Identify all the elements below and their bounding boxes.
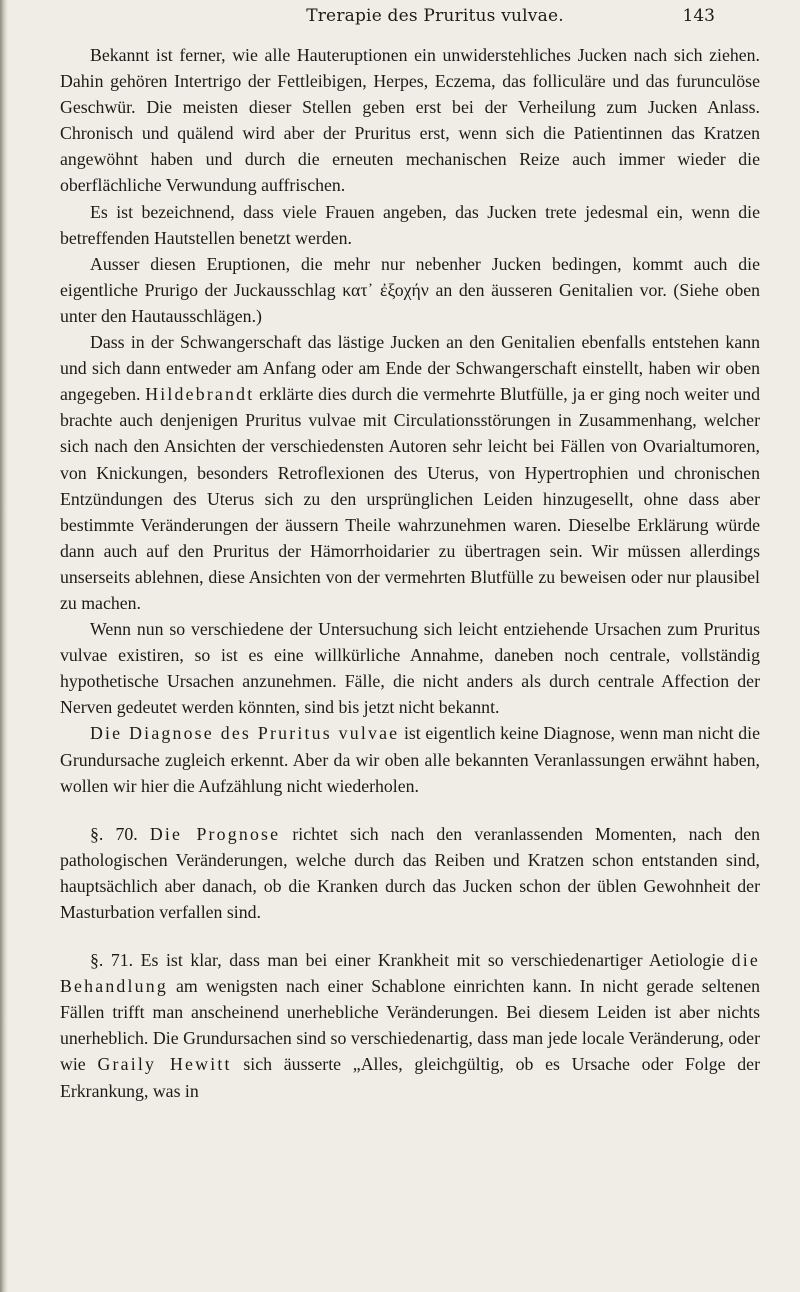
paragraph-hauteruptionen: Bekannt ist ferner, wie alle Hauteruptionen ein unwiderstehliches Jucken nach sich ziehen. Dahin gehören Intertrigo der Fettleibigen, Herpes, Eczema, das folliculäre und das furunculöse Geschwür. Die meisten dieser Stellen geben erst bei der Verheilung zum Jucken Anlass. Chronisch und quälend wird aber der Pruritus erst, wenn sich die Patientinnen das Kratzen angewöhnt haben und durch die erneuten mechanischen Reize auch immer wieder die oberflächliche Verwundung auffrischen.: [60, 45, 760, 196]
section-gap: [60, 799, 760, 821]
text-run: Dass in der Schwangerschaft das lästige Jucken an den Genitalien ebenfalls entstehen kann und sich dann entweder am Anfang oder am Ende der Schwangerschaft einstellt, haben wir oben angegeben.: [60, 332, 760, 405]
section-term-spaced: Die Diagnose des Pruritus vulvae: [90, 723, 400, 744]
section-term-spaced: die Behandlung: [60, 950, 760, 997]
section-term-spaced: Die Prognose: [149, 823, 281, 844]
paragraph-prurigo: Ausser diesen Eruptionen, die mehr nur nebenher Jucken bedingen, kommt auch die eigentliche Prurigo der Juckausschlag κατ᾽ ἐξοχήν an den äusseren Genitalien vor. (Siehe oben unter den Hautausschlägen.): [60, 253, 760, 326]
section-number: §. 70.: [90, 823, 150, 844]
page-edge-shadow: [0, 0, 8, 1292]
text-run: erklärte dies durch die vermehrte Blutfülle, ja er ging noch weiter und brachte auch denjenigen Pruritus vulvae mit Circulationsstörungen in Zusammenhang, welcher sich nach den Ansichten der verschiedensten Autoren sehr leicht bei Fällen von Ovarialtumoren, von Knickungen, besonders Retroflexionen des Uterus, von Hypertrophien und chronischen Entzündungen des Uterus sich zu den ursprünglichen Leiden hinzugesellt, ohne dass aber bestimmte Veränderungen der äussern Theile wahrzunehmen waren. Dieselbe Erklärung würde dann auch auf den Pruritus der Hämorrhoidarier zu übertragen sein. Wir müssen allerdings unserseits ablehnen, diese Ansichten von der vermehrten Blutfülle zu beweisen oder nur plausibel zu machen.: [60, 384, 761, 613]
paragraph-benetzt: Es ist bezeichnend, dass viele Frauen angeben, das Jucken trete jedesmal ein, wenn die betreffenden Hautstellen benetzt werden.: [60, 201, 760, 248]
text-run: am wenigsten nach einer Schablone einrichten kann. In nicht gerade seltenen Fällen trifft man anscheinend unerhebliche Veränderungen. Bei diesem Leiden ist aber nichts unerheblich. Die Grundursachen sind so verschiedenartig, dass man jede locale Veränderung, oder wie: [60, 976, 760, 1075]
page-number: 143: [682, 6, 715, 26]
running-title: Trerapie des Pruritus vulvae.: [306, 6, 564, 26]
paragraph-behandlung: [60, 947, 760, 1104]
author-name-spaced: Hildebrandt: [145, 384, 255, 405]
paragraph-diagnose: [60, 720, 760, 798]
text-run: §. 71. Es ist klar, dass man bei einer Krankheit mit so verschiedenartiger Aetiologie: [90, 950, 732, 971]
section-gap: [60, 925, 760, 947]
author-name-spaced: Graily Hewitt: [97, 1054, 232, 1075]
body-text: [60, 42, 760, 1104]
paragraph-prognose: [60, 821, 760, 925]
text-run: sich äusserte „Alles, gleichgültig, ob es Ursache oder Folge der Erkrankung, was in: [60, 1054, 760, 1101]
paragraph-schwangerschaft: [60, 329, 760, 616]
page-header: [0, 6, 800, 32]
text-run: richtet sich nach den veranlassenden Momenten, nach den pathologischen Veränderungen, welche durch das Reiben und Kratzen schon entstanden sind, hauptsächlich aber danach, ob die Kranken durch das Jucken schon der üblen Gewohnheit der Masturbation verfallen sind.: [60, 823, 760, 922]
text-run: ist eigentlich keine Diagnose, wenn man nicht die Grundursache zugleich erkennt. Aber da wir oben alle bekannten Veranlassungen erwähnt haben, wollen wir hier die Aufzählung nicht wiederholen.: [60, 723, 760, 796]
paragraph-ursachen: Wenn nun so verschiedene der Untersuchung sich leicht entziehende Ursachen zum Pruritus vulvae existiren, so ist es eine willkürliche Annahme, daneben noch centrale, vollständig hypothetische Ursachen anzunehmen. Fälle, die nicht anders als durch centrale Affection der Nerven gedeutet werden könnten, sind bis jetzt nicht bekannt.: [60, 619, 760, 718]
